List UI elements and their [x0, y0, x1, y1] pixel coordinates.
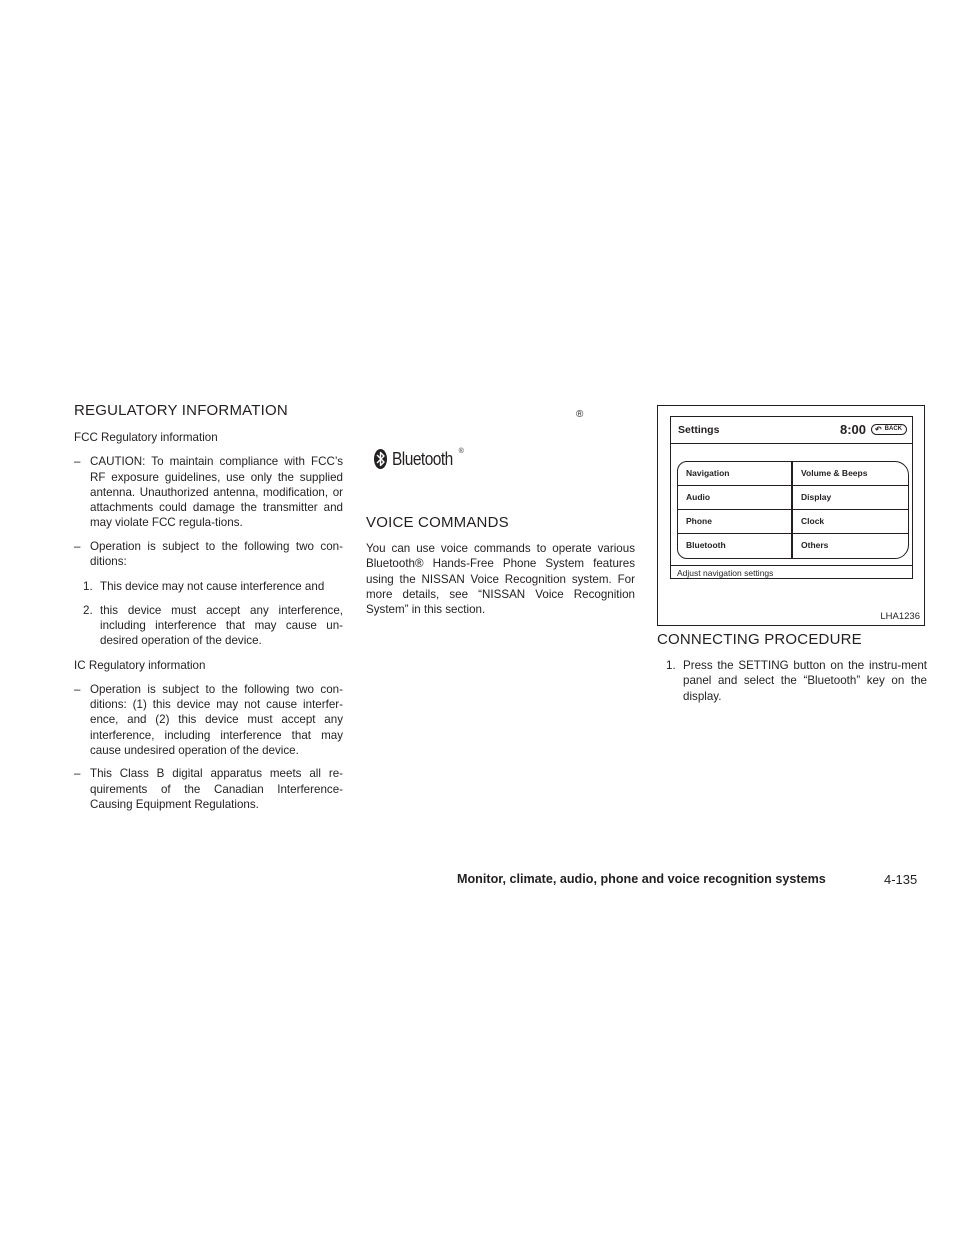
list-item — [74, 579, 343, 594]
menu-item-display[interactable]: Display — [793, 486, 908, 510]
page-number: 4-135 — [884, 872, 918, 887]
list-item — [74, 603, 343, 649]
fcc-conditions-text: Operation is subject to the following two con-ditions: — [90, 539, 343, 569]
fcc-subheading: FCC Regulatory information — [74, 431, 218, 444]
condition-1-text: This device may not cause interference and — [100, 580, 325, 594]
back-arrow-icon: ↶ — [875, 425, 882, 434]
regulatory-heading: REGULATORY INFORMATION — [74, 402, 288, 419]
figure-code: LHA1236 — [880, 611, 920, 622]
footer-title: Monitor, climate, audio, phone and voice recognition systems — [457, 872, 826, 886]
dash-marker: – — [74, 539, 81, 553]
menu-item-bluetooth[interactable]: Bluetooth — [686, 540, 726, 550]
voice-commands-heading: VOICE COMMANDS — [366, 514, 509, 531]
menu-item-navigation[interactable]: Navigation — [678, 462, 791, 486]
dash-marker: – — [74, 455, 81, 469]
menu-item-volume-beeps[interactable]: Volume & Beeps — [793, 462, 908, 486]
back-button-label: BACK — [884, 426, 902, 432]
ic-subheading: IC Regulatory information — [74, 658, 206, 672]
left-column — [74, 402, 343, 812]
bluetooth-logo — [374, 448, 473, 470]
middle-column — [366, 514, 635, 617]
clock-display: 8:00 — [840, 422, 867, 437]
menu-item-others[interactable]: Others — [801, 540, 829, 550]
ic-class-b-text: This Class B digital apparatus meets all re-quirements of the Canadian Interference-Causing Equipment Regulations. — [90, 767, 343, 811]
ic-conditions-text: Operation is subject to the following two con-ditions: (1) this device may not cause interfer-ence, and (2) this device must accept any interference, including interference that may cause undesired operation of the device. — [90, 682, 343, 758]
list-item — [74, 766, 343, 812]
status-divider — [671, 565, 912, 566]
settings-figure — [657, 405, 925, 626]
fcc-caution-text: CAUTION: To maintain compliance with FCC’s RF exposure guidelines, use only the supplied antenna. Unauthorized antenna, modification, or attachments could damage the transmitter and may violate FCC regula-tions. — [90, 455, 343, 530]
back-button[interactable] — [871, 424, 907, 435]
left-menu — [677, 461, 792, 559]
connecting-procedure-heading: CONNECTING PROCEDURE — [657, 631, 862, 648]
list-item — [74, 682, 343, 758]
settings-screen — [670, 416, 913, 579]
bluetooth-logo-text: Bluetooth — [392, 449, 454, 469]
dash-marker: – — [74, 767, 81, 781]
dash-marker: – — [74, 682, 81, 696]
status-bar-text: Adjust navigation settings — [677, 568, 774, 578]
voice-commands-body: You can use voice commands to operate various Bluetooth® Hands-Free Phone System features using the NISSAN Voice Recognition system. For more details, see “NISSAN Voice Recognition System” in this section. — [366, 542, 635, 617]
menu-item-audio[interactable]: Audio — [678, 486, 791, 510]
number-marker: 2. — [83, 603, 93, 617]
list-item — [74, 454, 343, 530]
list-item — [657, 658, 927, 704]
title-divider — [671, 443, 912, 444]
right-column — [657, 631, 927, 704]
step-1-text: Press the SETTING button on the instru-ment panel and select the “Bluetooth” key on the display. — [683, 659, 927, 703]
menu-item-phone[interactable]: Phone — [678, 510, 791, 534]
bluetooth-icon — [374, 449, 387, 469]
bluetooth-logo-mark: ® — [458, 448, 464, 455]
number-marker: 1. — [666, 659, 676, 672]
menu-item-clock[interactable]: Clock — [793, 510, 908, 534]
number-marker: 1. — [83, 580, 93, 594]
registered-mark: ® — [576, 409, 584, 420]
list-item — [74, 539, 343, 570]
right-menu — [792, 461, 909, 559]
screen-title: Settings — [678, 424, 720, 436]
condition-2-text: this device must accept any interference, including interference that may cause un-desired operation of the device. — [100, 603, 343, 648]
